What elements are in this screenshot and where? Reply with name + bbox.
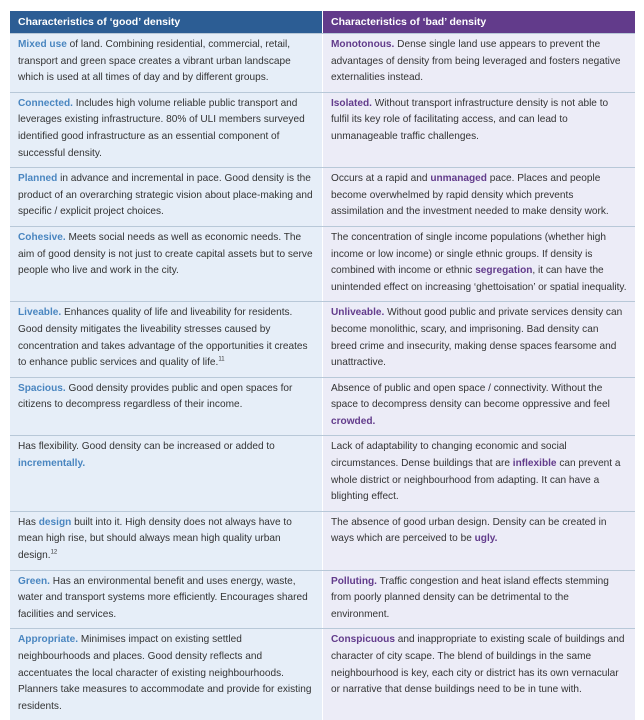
good-keyword: Appropriate. xyxy=(18,634,79,646)
bad-keyword: unmanaged xyxy=(430,173,487,185)
cell-text: of land. Combining residential, commercial, retail, transport and green space creates a vibrant urban landscape which is used at all times of day and by different groups. xyxy=(18,39,291,84)
good-keyword: Spacious. xyxy=(18,382,66,394)
cell-text: built into it. High density does not always have to mean high rise, but should always mean high quality urban design. xyxy=(18,516,292,562)
bad-density-cell xyxy=(323,93,635,167)
table-row xyxy=(10,571,635,630)
header-bad: Characteristics of ‘bad’ density xyxy=(323,11,635,33)
good-density-cell xyxy=(10,34,322,92)
cell-text: Enhances quality of life and liveability for residents. Good density mitigates the liveability stresses caused by concentration and takes advantage of the opportunities it creates to enhance public services and quality of life. xyxy=(18,307,308,369)
cell-text: Has flexibility. Good density can be increased or added to xyxy=(18,441,275,453)
bad-keyword: crowded. xyxy=(331,415,376,427)
bad-keyword: Polluting. xyxy=(331,575,377,587)
good-keyword: Planned xyxy=(18,173,58,185)
good-density-cell xyxy=(10,571,322,629)
footnote-ref: 12 xyxy=(50,549,58,556)
good-keyword: Connected. xyxy=(18,97,73,109)
table-row xyxy=(10,34,635,93)
bad-keyword: ugly. xyxy=(474,533,498,545)
cell-text: Good density provides public and open spaces for citizens to decompress regardless of their income. xyxy=(18,382,293,411)
cell-text: and inappropriate to existing scale of buildings and character of city scape. The blend of buildings in the same neighbourhood is key, each city or district has its own vernacular or narrative that dense buildings need to be in tune with. xyxy=(331,634,625,696)
good-density-cell xyxy=(10,227,322,301)
bad-density-cell xyxy=(323,436,635,510)
cell-text: Includes high volume reliable public transport and leverages existing infrastructure. 80% of ULI members surveyed identified good infrastructure as an essential component of successful density. xyxy=(18,97,305,159)
bad-keyword: Isolated. xyxy=(331,97,372,109)
good-density-cell xyxy=(10,378,322,436)
good-density-cell xyxy=(10,512,322,570)
bad-density-cell xyxy=(323,168,635,226)
bad-keyword: Monotonous. xyxy=(331,39,395,50)
cell-text: Minimises impact on existing settled neighbourhoods and places. Good density reflects and accentuates the local character of existing neighbourhoods. Planners take measures to accommodate and provide for existing residents. xyxy=(18,634,312,712)
good-density-cell xyxy=(10,629,322,720)
good-keyword: Liveable. xyxy=(18,307,62,319)
bad-keyword: Conspicuous xyxy=(331,634,395,646)
table-row xyxy=(10,436,635,511)
footnote-ref: 11 xyxy=(218,356,225,363)
cell-text: Has xyxy=(18,516,39,528)
cell-text: Meets social needs as well as economic needs. The aim of good density is not just to create capital assets but to serve people who live and work in the city. xyxy=(18,231,313,277)
cell-text: in advance and incremental in pace. Good density is the product of an overarching strategic vision about place-making and specific / explicit project choices. xyxy=(18,173,313,218)
cell-text: Has an environmental benefit and uses energy, waste, water and transport systems more efficiently. Encourages shared facilities and services. xyxy=(18,575,308,620)
good-density-cell xyxy=(10,168,322,226)
bad-keyword: segregation xyxy=(475,265,533,277)
bad-density-cell xyxy=(323,302,635,376)
good-keyword: Mixed use xyxy=(18,39,67,50)
density-table xyxy=(10,11,635,720)
bad-density-cell xyxy=(323,34,635,92)
table-row xyxy=(10,227,635,302)
cell-text: Without good public and private services density can become monolithic, scary, and imprisoning. Bad density can breed crime and insecurity, making dense spaces fearsome and unattractive. xyxy=(331,307,623,369)
cell-text: Dense single land use appears to prevent the advantages of density from being leveraged and fosters negative externalities instead. xyxy=(331,39,621,84)
table-row xyxy=(10,512,635,571)
bad-density-cell xyxy=(323,227,635,301)
bad-density-cell xyxy=(323,378,635,436)
cell-text: Without transport infrastructure density is not able to fulfil its key role of facilitating access, and can lead to unmanageable traffic challenges. xyxy=(331,97,609,142)
good-density-cell xyxy=(10,302,322,376)
table-row xyxy=(10,93,635,168)
table-header xyxy=(10,11,635,34)
good-keyword: Green. xyxy=(18,575,50,587)
header-good: Characteristics of ‘good’ density xyxy=(10,11,322,33)
cell-text: Occurs at a rapid and xyxy=(331,173,431,185)
good-keyword: incrementally. xyxy=(18,458,86,470)
good-density-cell xyxy=(10,93,322,167)
bad-density-cell xyxy=(323,512,635,570)
table-row xyxy=(10,378,635,437)
table-row xyxy=(10,302,635,377)
cell-text: pace. Places and people become overwhelmed by rapid density which prevents assimilation and the investment needed to make density work. xyxy=(331,173,609,218)
cell-text: , it can have the unintended effect on increasing ‘ghettoisation’ or spatial inequality. xyxy=(331,265,627,293)
good-density-cell xyxy=(10,436,322,510)
cell-text: The concentration of single income populations (whether high income or low income) or single ethnic groups. If density is combined with income or ethnic xyxy=(331,231,606,277)
bad-density-cell xyxy=(323,629,635,720)
cell-text: can prevent a whole district or neighbourhood from adapting. It can have a blighting effect. xyxy=(331,458,621,503)
cell-text: Traffic congestion and heat island effects stemming from poorly planned density can be detrimental to the environment. xyxy=(331,575,609,620)
good-keyword: design xyxy=(38,516,72,528)
bad-keyword: inflexible xyxy=(512,458,557,470)
cell-text: Absence of public and open space / connectivity. Without the space to decompress density can become oppressive and feel xyxy=(331,382,610,411)
good-keyword: Cohesive. xyxy=(18,231,66,243)
table-row xyxy=(10,629,635,720)
bad-keyword: Unliveable. xyxy=(331,307,385,319)
cell-text: The absence of good urban design. Density can be created in ways which are perceived to be xyxy=(331,516,607,545)
bad-density-cell xyxy=(323,571,635,629)
table-row xyxy=(10,168,635,227)
cell-text: Lack of adaptability to changing economic and social circumstances. Dense buildings that are xyxy=(331,441,567,470)
